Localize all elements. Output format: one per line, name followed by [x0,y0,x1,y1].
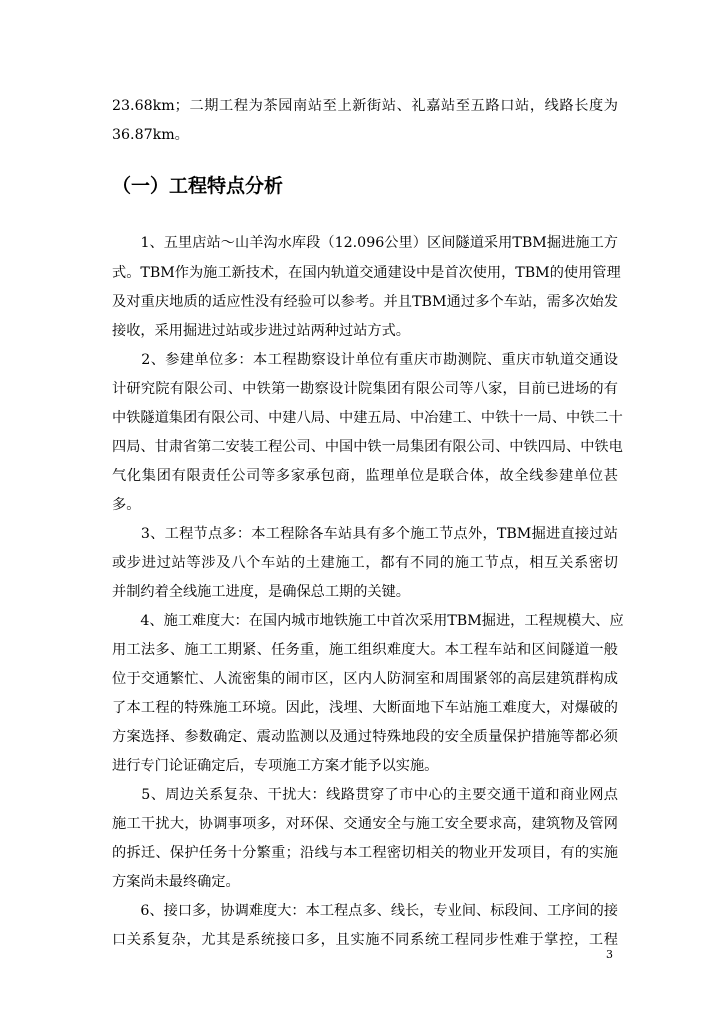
body-text-line: 位于交通繁忙、人流密集的闹市区，区内人防洞室和周围紧邻的高层建筑群构成 [112,671,618,687]
body-text-line: 3、工程节点多：本工程除各车站具有多个施工节点外，TBM掘进直接过站 [112,526,618,542]
body-text-line: 方案尚未最终确定。 [112,874,240,890]
body-text-line: 的拆迁、保护任务十分繁重；沿线与本工程密切相关的物业开发项目，有的实施 [112,845,618,861]
body-text-line: 4、施工难度大：在国内城市地铁施工中首次采用TBM掘进，工程规模大、应 [112,613,624,629]
body-text-line: 中铁隧道集团有限公司、中建八局、中建五局、中冶建工、中铁十一局、中铁二十 [112,410,623,426]
body-text-line: 并制约着全线施工进度，是确保总工期的关键。 [112,584,410,600]
body-text-line: 6、接口多，协调难度大：本工程点多、线长，专业间、标段间、工序间的接 [112,903,618,919]
body-text-line: 进行专门论证确定后，专项施工方案才能予以实施。 [112,758,439,774]
body-text-line: 四局、甘肃省第二安装工程公司、中国中铁一局集团有限公司、中铁四局、中铁电 [112,439,623,455]
body-text-line: 了本工程的特殊施工环境。因此，浅埋、大断面地下车站施工难度大，对爆破的 [112,700,618,716]
body-text-line: 接收，采用掘进过站或步进过站两种过站方式。 [112,323,410,339]
body-text-line: 及对重庆地质的适应性没有经验可以参考。并且TBM通过多个车站，需多次始发 [112,294,618,310]
body-text-line: 或步进过站等涉及八个车站的土建施工，都有不同的施工节点，相互关系密切 [112,555,618,571]
body-text-line: 36.87km。 [112,127,189,143]
body-text-line: 式。TBM作为施工新技术，在国内轨道交通建设中是首次使用，TBM的使用管理 [112,265,621,281]
page-number: 3 [606,948,613,961]
body-text-line: 多。 [112,497,141,513]
section-heading: （一）工程特点分析 [112,175,284,197]
body-text-line: 气化集团有限责任公司等多家承包商，监理单位是联合体，故全线参建单位甚 [112,468,618,484]
body-text-line: 1、五里店站～山羊沟水库段（12.096公里）区间隧道采用TBM掘进施工方 [112,235,618,251]
body-text-line: 方案选择、参数确定、震动监测以及通过特殊地段的安全质量保护措施等都必须 [112,729,618,745]
body-text-line: 施工干扰大，协调事项多，对环保、交通安全与施工安全要求高，建筑物及管网 [112,816,618,832]
body-text-line: 计研究院有限公司、中铁第一勘察设计院集团有限公司等八家，目前已进场的有 [112,381,618,397]
body-text-line: 23.68km；二期工程为茶园南站至上新街站、礼嘉站至五路口站，线路长度为 [112,98,618,114]
body-text-line: 用工法多、施工工期紧、任务重，施工组织难度大。本工程车站和区间隧道一般 [112,642,618,658]
body-text-line: 5、周边关系复杂、干扰大：线路贯穿了市中心的主要交通干道和商业网点 [112,787,618,803]
body-text-line: 口关系复杂，尤其是系统接口多，且实施不同系统工程同步性难于掌控，工程 [112,932,618,948]
body-text-line: 2、参建单位多：本工程勘察设计单位有重庆市勘测院、重庆市轨道交通设 [112,352,618,368]
